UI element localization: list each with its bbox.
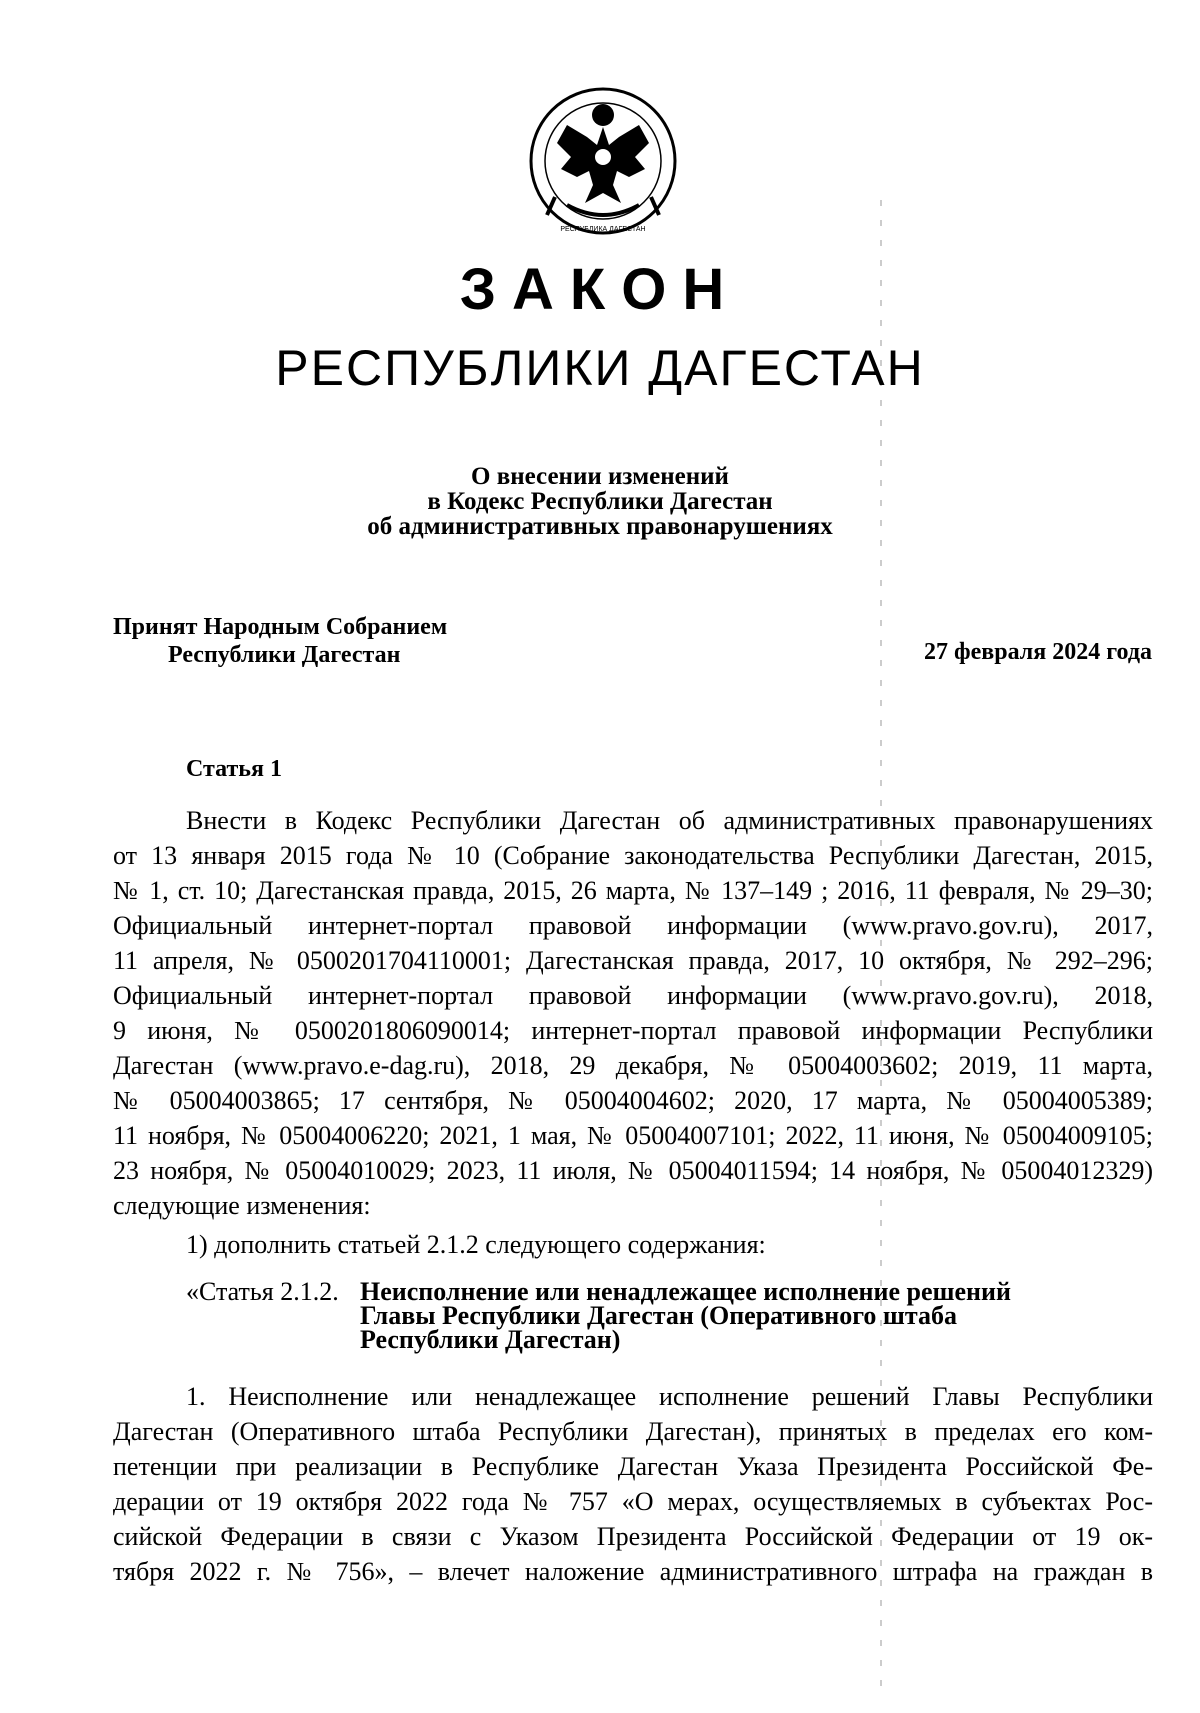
subarticle-title-line: Главы Республики Дагестан (Оперативного штаба <box>360 1301 957 1330</box>
subarticle-number: «Статья 2.1.2. <box>186 1277 339 1306</box>
paragraph-line: Внести в Кодекс Республики Дагестан об административных правонарушениях <box>186 806 1153 835</box>
subarticle-heading <box>186 1277 1116 1354</box>
paragraph-line: следующие изменения: <box>113 1191 371 1220</box>
paragraph-line: № 05004003865; 17 сентября, № 05004004602; 2020, 17 марта, № 05004005389; <box>113 1086 1153 1115</box>
subarticle-title-line: Республики Дагестан) <box>360 1325 621 1354</box>
paragraph-line: Дагестан (Оперативного штаба Республики Дагестан), принятых в пределах его ком- <box>113 1417 1153 1446</box>
law-title-line: О внесении изменений <box>471 463 729 490</box>
adoption-body <box>113 613 447 669</box>
paragraph-line: петенции при реализации в Республике Дагестан Указа Президента Российской Фе- <box>113 1452 1153 1481</box>
adoption-date: 27 февраля 2024 года <box>924 639 1152 665</box>
law-heading: ЗАКОН <box>459 257 741 322</box>
adoption-line-2: Республики Дагестан <box>168 642 401 668</box>
adoption-line-1: Принят Народным Собранием <box>113 614 448 640</box>
article-paragraph <box>113 803 1153 1223</box>
paragraph-line: дерации от 19 октября 2022 года № 757 «О мерах, осуществляемых в субъектах Рос- <box>113 1487 1153 1516</box>
paragraph-line: 11 апреля, № 0500201704110001; Дагестанская правда, 2017, 10 октября, № 292–296; <box>113 946 1153 975</box>
law-title <box>0 464 1200 539</box>
article-heading: Статья 1 <box>186 756 282 782</box>
paragraph-line: 1. Неисполнение или ненадлежащее исполнение решений Главы Республики <box>186 1382 1153 1411</box>
paragraph-line: № 1, ст. 10; Дагестанская правда, 2015, 26 марта, № 137–149 ; 2016, 11 февраля, № 29–30; <box>113 876 1153 905</box>
paragraph-line: Официальный интернет-портал правовой информации (www.pravo.gov.ru), 2018, <box>113 981 1153 1010</box>
coat-of-arms-emblem <box>527 85 679 237</box>
paragraph-line: от 13 января 2015 года № 10 (Собрание законодательства Республики Дагестан, 2015, <box>113 841 1153 870</box>
subarticle-paragraph <box>113 1379 1153 1589</box>
law-title-line: в Кодекс Республики Дагестан <box>427 488 773 515</box>
amendment-item-line: 1) дополнить статьей 2.1.2 следующего содержания: <box>186 1230 766 1259</box>
republic-heading: РЕСПУБЛИКИ ДАГЕСТАН <box>275 340 925 396</box>
paragraph-line: 11 ноября, № 05004006220; 2021, 1 мая, № 05004007101; 2022, 11 июня, № 05004009105; <box>113 1121 1153 1150</box>
emblem-ribbon-text: РЕСПУБЛИКА ДАГЕСТАН <box>560 226 646 233</box>
paragraph-line: тября 2022 г. № 756», – влечет наложение административного штрафа на граждан в <box>113 1557 1153 1586</box>
paragraph-line: 23 ноября, № 05004010029; 2023, 11 июля, № 05004011594; 14 ноября, № 05004012329) <box>113 1156 1153 1185</box>
paragraph-line: сийской Федерации в связи с Указом Президента Российской Федерации от 19 ок- <box>113 1522 1153 1551</box>
subarticle-title-line: Неисполнение или ненадлежащее исполнение решений <box>360 1277 1011 1306</box>
paragraph-line: 9 июня, № 0500201806090014; интернет-портал правовой информации Республики <box>113 1016 1153 1045</box>
law-title-line: об административных правонарушениях <box>367 513 833 540</box>
amendment-item <box>113 1227 1153 1262</box>
paragraph-line: Дагестан (www.pravo.e-dag.ru), 2018, 29 декабря, № 05004003602; 2019, 11 марта, <box>113 1051 1153 1080</box>
subarticle-title <box>360 1277 1100 1354</box>
paragraph-line: Официальный интернет-портал правовой информации (www.pravo.gov.ru), 2017, <box>113 911 1153 940</box>
